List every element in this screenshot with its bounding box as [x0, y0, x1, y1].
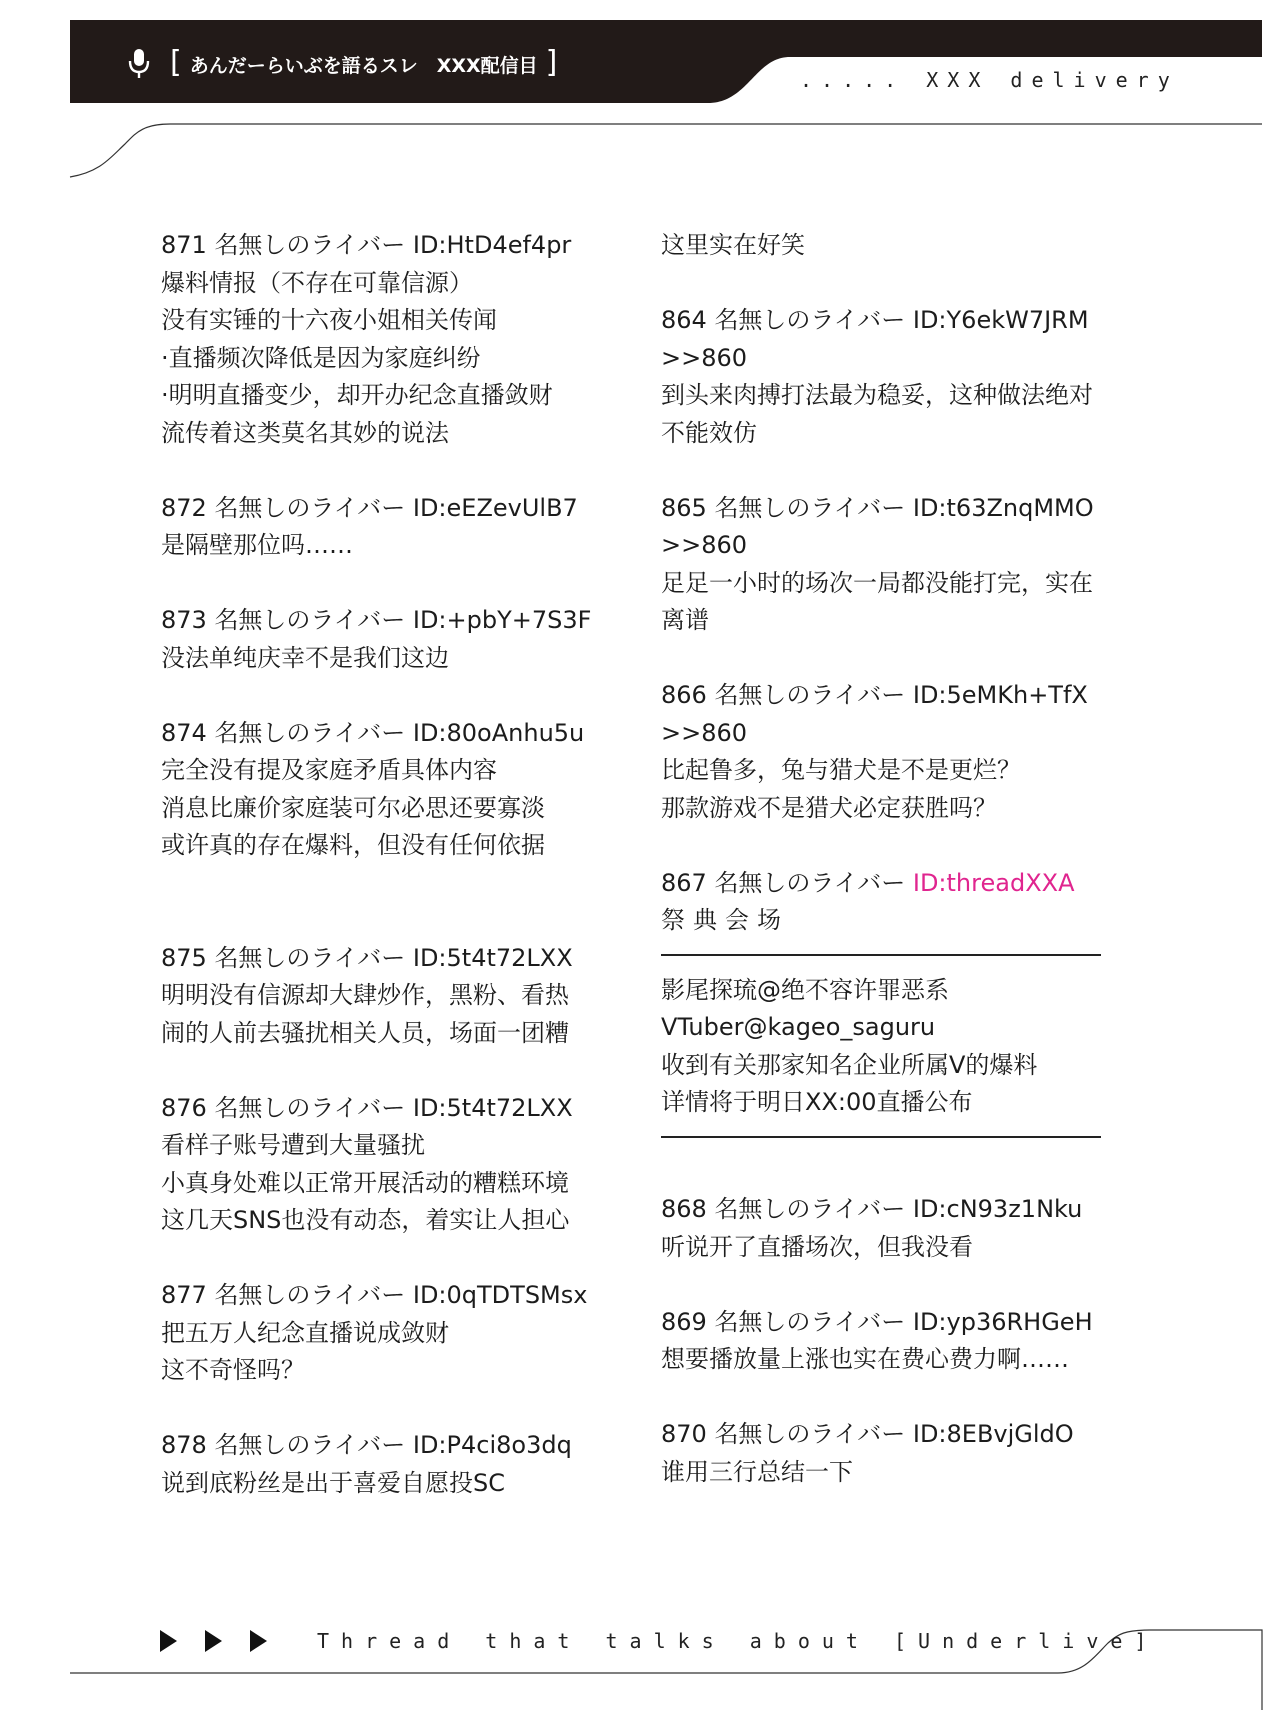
post-line: 祭典会场 [661, 906, 789, 934]
post-line: ·明明直播变少，却开办纪念直播敛财 [161, 381, 553, 409]
post-line: 到头来肉搏打法最为稳妥，这种做法绝对 [661, 381, 1093, 409]
post-line: 把五万人纪念直播说成敛财 [161, 1318, 449, 1347]
post-header: 870 名無しのライバー ID:8EBvjGldO [661, 1420, 1074, 1448]
post-line: 听说开了直播场次，但我没看 [661, 1232, 973, 1261]
post-line: 消息比廉价家庭装可尔必思还要寡淡 [161, 793, 545, 822]
reply-link: >>860 [661, 531, 748, 559]
footer [160, 1629, 1158, 1653]
left-column [161, 227, 601, 1502]
post-line: 小真身处难以正常开展活动的糟糕环境 [161, 1168, 569, 1197]
header-underline [70, 124, 1262, 177]
post-line: ·直播频次降低是因为家庭纠纷 [161, 343, 481, 372]
post-header: 877 名無しのライバー ID:0qTDTSMsx [161, 1281, 588, 1309]
post-line: 是隔壁那位吗…… [161, 531, 353, 559]
post-line: 足足一小时的场次一局都没能打完，实在 [661, 568, 1093, 597]
quote-line: VTuber@kageo_saguru [661, 1013, 936, 1041]
post-871 [161, 227, 601, 452]
post-header: 866 名無しのライバー ID:5eMKh+TfX [661, 681, 1088, 709]
play-arrow-icon [205, 1630, 222, 1652]
post-line: 明明没有信源却大肆炒作，黑粉、看热 [161, 981, 569, 1009]
post-873 [161, 602, 601, 677]
post-line: 这几天SNS也没有动态，着实让人担心 [161, 1206, 570, 1234]
post-872 [161, 490, 601, 565]
post-header: 868 名無しのライバー ID:cN93z1Nku [661, 1195, 1083, 1223]
post-header: 871 名無しのライバー ID:HtD4ef4pr [161, 231, 572, 259]
post-line: 那款游戏不是猎犬必定获胜吗？ [661, 793, 997, 822]
post-line: 爆料情报（不存在可靠信源） [161, 268, 473, 297]
post-869 [661, 1304, 1111, 1379]
post-line: 或许真的存在爆料，但没有任何依据 [161, 831, 545, 859]
post-876 [161, 1090, 601, 1240]
post-continued-line: 这里实在好笑 [661, 231, 805, 259]
quote-divider-top [661, 954, 1101, 956]
post-line: 完全没有提及家庭矛盾具体内容 [161, 756, 497, 784]
post-line: 比起鲁多，兔与猎犬是不是更烂？ [661, 756, 1021, 784]
post-header-prefix: 867 名無しのライバー [661, 868, 913, 897]
post-line: 说到底粉丝是出于喜爱自愿投SC [161, 1468, 505, 1497]
post-878 [161, 1427, 601, 1502]
quote-divider-bottom [661, 1136, 1101, 1138]
post-header: 878 名無しのライバー ID:P4ci8o3dq [161, 1431, 572, 1459]
reply-link: >>860 [661, 343, 748, 372]
quote-line: 详情将于明日XX:00直播公布 [661, 1088, 973, 1116]
post-877 [161, 1277, 601, 1390]
thread-title: あんだーらいぶを語るスレ XXX配信目 [189, 54, 538, 77]
post-line: 闹的人前去骚扰相关人员，场面一团糟 [161, 1018, 569, 1047]
post-header: 864 名無しのライバー ID:Y6ekW7JRM [661, 306, 1089, 334]
post-line: 谁用三行总结一下 [661, 1457, 853, 1486]
post-870 [661, 1416, 1111, 1491]
footer-text: Thread that talks about [Underlive] [317, 1629, 1159, 1653]
post-864 [661, 302, 1111, 452]
header-title [128, 46, 565, 82]
post-875 [161, 940, 601, 1053]
post-line: 没有实锤的十六夜小姐相关传闻 [161, 306, 497, 334]
post-header: 872 名無しのライバー ID:eEZevUlB7 [161, 493, 578, 522]
post-line: 流传着这类莫名其妙的说法 [161, 418, 449, 447]
post-868 [661, 1191, 1111, 1266]
right-column [661, 227, 1111, 1491]
post-line: 看样子账号遭到大量骚扰 [161, 1131, 425, 1159]
post-header: 874 名無しのライバー ID:80oAnhu5u [161, 718, 585, 747]
post-865 [661, 490, 1111, 640]
post-line: 这不奇怪吗？ [161, 1356, 305, 1384]
reply-link: >>860 [661, 718, 748, 747]
post-line: 想要播放量上涨也实在费心费力啊…… [661, 1345, 1069, 1373]
play-arrow-icon [160, 1630, 177, 1652]
microphone-icon [128, 48, 150, 80]
header-bracket-close: ] [545, 44, 558, 80]
header-subtitle: ..... XXX delivery [800, 68, 1179, 92]
highlighted-id: ID:threadXXA [912, 868, 1075, 897]
quote-line: 收到有关那家知名企业所属V的爆料 [661, 1050, 1038, 1079]
post-header: 876 名無しのライバー ID:5t4t72LXX [161, 1093, 573, 1122]
post-header: 869 名無しのライバー ID:yp36RHGeH [661, 1307, 1093, 1336]
play-arrow-icon [250, 1630, 267, 1652]
post-line: 没法单纯庆幸不是我们这边 [161, 643, 449, 672]
post-header [661, 865, 1111, 903]
post-header: 873 名無しのライバー ID:+pbY+7S3F [161, 606, 592, 634]
post-line: 不能效仿 [661, 418, 757, 447]
header-bracket-open: [ [170, 44, 182, 80]
post-866 [661, 677, 1111, 827]
post-874 [161, 715, 601, 865]
post-line: 离谱 [661, 606, 709, 634]
post-867 [661, 865, 1111, 1138]
post-header: 865 名無しのライバー ID:t63ZnqMMO [661, 493, 1094, 522]
quote-line: 影尾探琉@绝不容许罪恶系 [661, 975, 949, 1004]
post-header: 875 名無しのライバー ID:5t4t72LXX [161, 943, 573, 972]
